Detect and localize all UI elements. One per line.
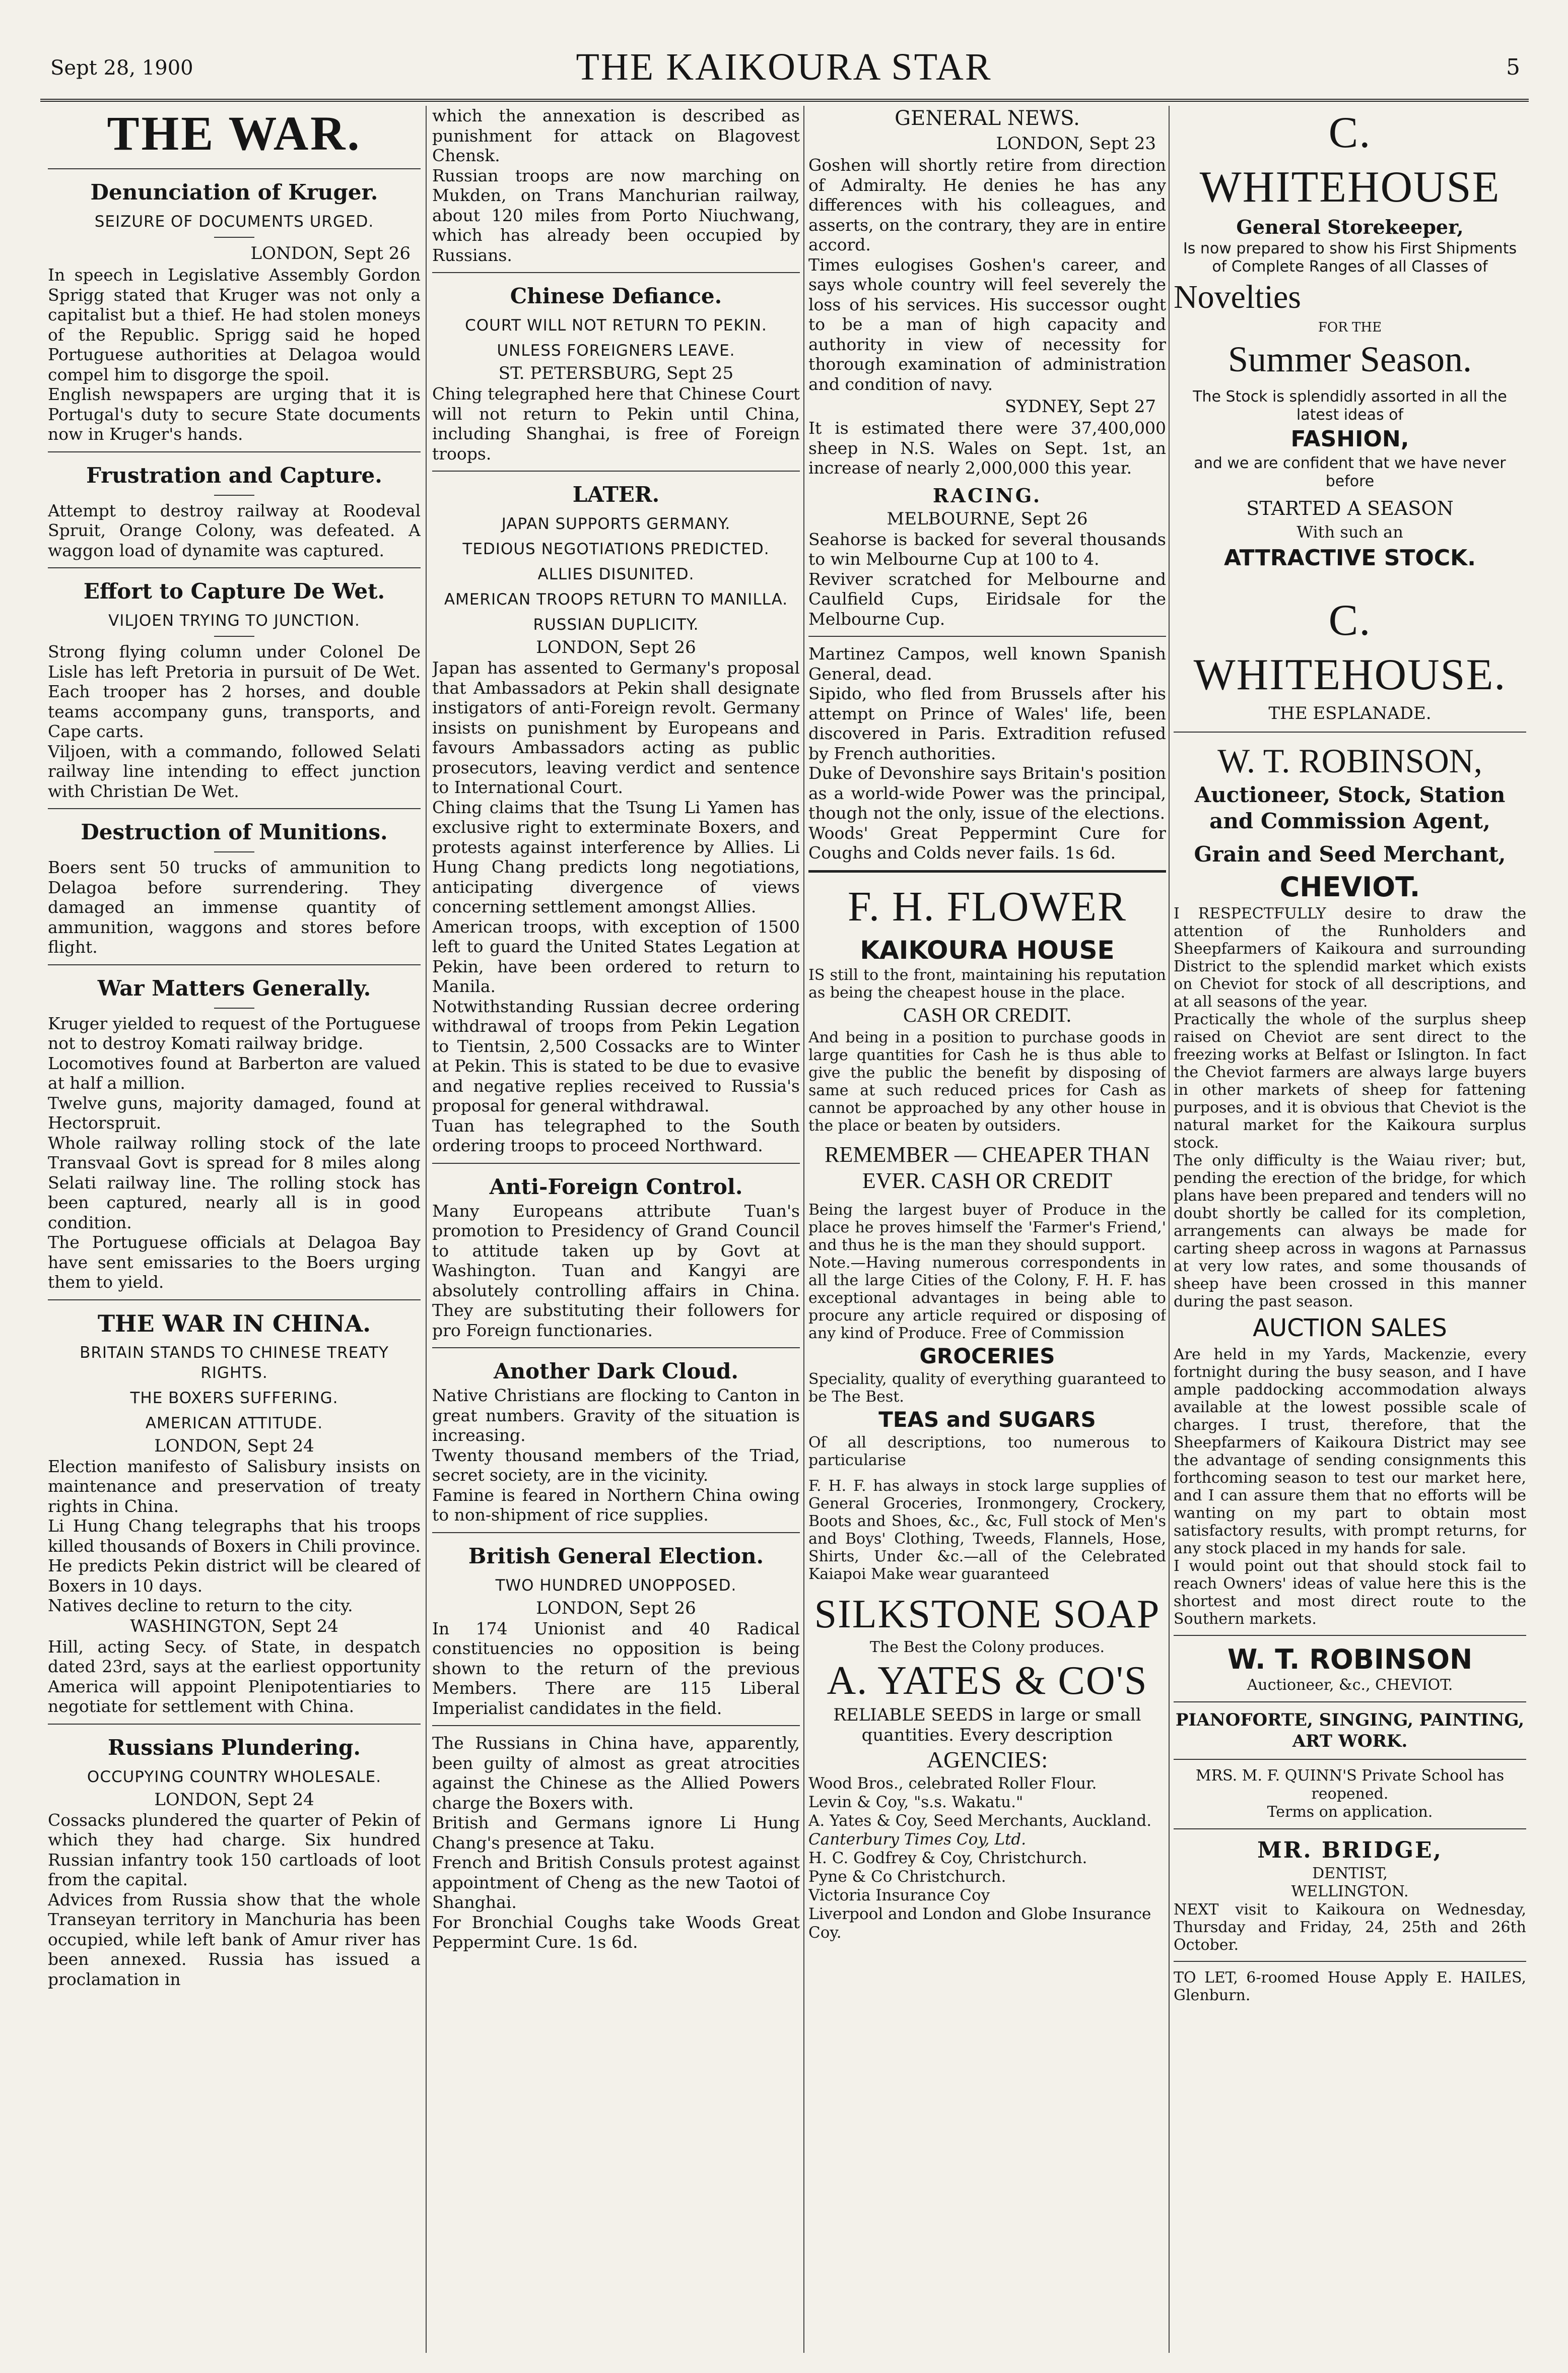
dateline: LONDON, Sept 26 bbox=[536, 1598, 696, 1618]
ad-paragraph: The Stock is splendidly assorted in all the latest ideas of bbox=[1193, 388, 1507, 424]
agency-item: H. C. Godfrey & Coy, Christchurch. bbox=[808, 1849, 1087, 1867]
article-heading: Anti-Foreign Control. bbox=[489, 1174, 743, 1199]
article-subheading: COURT WILL NOT RETURN TO PEKIN. bbox=[465, 316, 767, 335]
wellington-label: WELLINGTON. bbox=[1291, 1883, 1409, 1900]
ad-paragraph: F. H. F. has always in stock large supplies of General Groceries, Ironmongery, Crockery, Boots and Shoes, &c., &c, Full stock of Men's and Boys' Clothing, Tweeds, Flannels, Hose, Shirts, Under &c.—all of the Celebrated Kaiapoi Make wear guaranteed bbox=[808, 1477, 1166, 1583]
divider bbox=[48, 567, 421, 568]
paragraph: Twelve guns, majority damaged, found at Hectorspruit. bbox=[48, 1093, 421, 1133]
dateline: LONDON, Sept 26 bbox=[250, 243, 411, 263]
divider bbox=[214, 636, 254, 637]
article-heading: Effort to Capture De Wet. bbox=[83, 579, 385, 604]
paragraph: English newspapers are urging that it is Portugal's duty to secure State documents now in Kruger's hands. bbox=[48, 384, 421, 444]
column-1 bbox=[48, 106, 421, 2358]
divider bbox=[1174, 1635, 1526, 1636]
paragraph: Whole railway rolling stock of the late Transvaal Govt is spread for 8 miles along Selati railway line. The rolling stock has been captured, nearly all is in good condition. bbox=[48, 1133, 421, 1232]
article-subheading: RUSSIAN DUPLICITY. bbox=[533, 616, 699, 634]
robinson-banner: W. T. ROBINSON, bbox=[1217, 742, 1482, 780]
article-heading: GENERAL NEWS. bbox=[895, 107, 1080, 130]
paragraph: In 174 Unionist and 40 Radical constituencies no opposition is being shown to the return of the previous Members. There are 115 Liberal Imperialist candidates in the field. bbox=[432, 1618, 800, 1718]
column-4 bbox=[1174, 106, 1526, 2358]
with-such-label: With such an bbox=[1297, 522, 1403, 542]
paragraph: Locomotives found at Barberton are valued at half a million. bbox=[48, 1053, 421, 1093]
paragraph: Notwithstanding Russian decree ordering withdrawal of troops from Pekin Legation to Tientsin, 2,500 Cossacks are to Winter at Pekin. This is stated to be due to evasive and negative replies received to Russia's proposal for general withdrawal. bbox=[432, 996, 800, 1115]
article-heading: Russians Plundering. bbox=[107, 1735, 361, 1760]
quinn-ad: MRS. M. F. QUINN'S Private School has reopened. bbox=[1195, 1767, 1505, 1803]
paragraph: Goshen will shortly retire from direction of Admiralty. He denies he has any differences with his colleagues, and asserts, on the contrary, they are in entire accord. bbox=[808, 155, 1166, 254]
paragraph: Japan has assented to Germany's proposal that Ambassadors at Pekin shall designate instigators of anti-Foreign revolt. Germany insists on punishment by Europeans and favours Ambassadors acting as public prosecutors, leaving verdict and sentence to International Court. bbox=[432, 658, 800, 797]
paragraph: French and British Consuls protest against appointment of Cheng as the new Taotoi of Shanghai. bbox=[432, 1853, 800, 1912]
column-2 bbox=[432, 106, 800, 2358]
paragraph: Twenty thousand members of the Triad, secret society, are in the vicinity. bbox=[432, 1445, 800, 1485]
paragraph: Tuan has telegraphed to the South ordering troops to proceed Northward. bbox=[432, 1115, 800, 1155]
article-heading: Chinese Defiance. bbox=[510, 284, 722, 308]
article-heading: Frustration and Capture. bbox=[86, 463, 382, 488]
auctioneer-label: Auctioneer, Stock, Station and Commission Agent, bbox=[1194, 782, 1506, 833]
ad-paragraph: I would point out that should stock fail to reach Owners' ideas of value here this is the shortest and most direct route to the Southern markets. bbox=[1174, 1557, 1526, 1628]
divider bbox=[432, 1532, 800, 1533]
dateline: SYDNEY, Sept 27 bbox=[1004, 397, 1156, 417]
ad-paragraph: Speciality, quality of everything guaranteed to be The Best. bbox=[808, 1370, 1166, 1406]
paragraph: The Russians in China have, apparently, been guilty of almost as great atrocities against the Chinese as the Allied Powers charge the Boxers with. bbox=[432, 1733, 800, 1813]
column-rule bbox=[426, 106, 427, 2353]
paragraph: The Portuguese officials at Delagoa Bay have sent emissaries to the Boers urging them to yield. bbox=[48, 1232, 421, 1292]
quinn-terms: Terms on application. bbox=[1267, 1803, 1433, 1821]
dentist-label: DENTIST, bbox=[1312, 1865, 1388, 1882]
masthead bbox=[0, 39, 1568, 95]
divider bbox=[808, 636, 1166, 637]
divider bbox=[48, 808, 421, 809]
paragraph: which the annexation is described as punishment for attack on Blagovest Chensk. bbox=[432, 106, 800, 165]
ad-paragraph: NEXT visit to Kaikoura on Wednesday, Thursday and Friday, 24, 25th and 26th October. bbox=[1174, 1901, 1526, 1954]
paragraph: Ching telegraphed here that Chinese Court will not return to Pekin until China, including Shanghai, is free of Foreign troops. bbox=[432, 384, 800, 464]
article-subheading: AMERICAN ATTITUDE. bbox=[145, 1414, 323, 1432]
divider bbox=[48, 1299, 421, 1300]
article-subheading: ALLIES DISUNITED. bbox=[537, 565, 695, 583]
paragraph: Duke of Devonshire says Britain's position as a world-wide Power was the principal, though not the only, issue of the elections. bbox=[808, 763, 1166, 823]
dateline: LONDON, Sept 24 bbox=[154, 1435, 314, 1456]
article-subheading: UNLESS FOREIGNERS LEAVE. bbox=[497, 342, 735, 360]
agency-item: Wood Bros., celebrated Roller Flour. bbox=[808, 1774, 1097, 1793]
paragraph: Sipido, who fled from Brussels after his attempt on Prince of Wales' life, been discovered in Paris. Extradition refused by French authorities. bbox=[808, 684, 1166, 763]
whitehouse-name: C. WHITEHOUSE. bbox=[1193, 596, 1507, 699]
agency-item: Liverpool and London and Globe Insurance Coy. bbox=[808, 1904, 1151, 1942]
ad-paragraph: Is now prepared to show his First Shipments of Complete Ranges of all Classes of bbox=[1183, 240, 1517, 276]
article-heading: LATER. bbox=[572, 482, 660, 507]
article-subheading: TWO HUNDRED UNOPPOSED. bbox=[495, 1576, 737, 1595]
page-number: 5 bbox=[1506, 54, 1520, 80]
novelties-heading: Novelties bbox=[1174, 279, 1301, 315]
divider bbox=[432, 1163, 800, 1164]
divider bbox=[48, 451, 421, 452]
article-subheading: BRITAIN STANDS TO CHINESE TREATY RIGHTS. bbox=[80, 1343, 389, 1382]
paragraph: Reviver scratched for Melbourne and Caulfield Cups, Eiridsale for the Melbourne Cup. bbox=[808, 569, 1166, 629]
divider bbox=[214, 237, 254, 238]
whitehouse-name: C. WHITEHOUSE bbox=[1199, 108, 1501, 212]
silkstone-tagline: The Best the Colony produces. bbox=[869, 1638, 1105, 1656]
dateline: LONDON, Sept 23 bbox=[996, 134, 1156, 154]
kaikoura-house: KAIKOURA HOUSE bbox=[860, 935, 1115, 965]
paragraph: Boers sent 50 trucks of ammunition to Delagoa before surrendering. They damaged an immense quantity of ammunition, waggons and stores before flight. bbox=[48, 858, 421, 957]
paragraph: In speech in Legislative Assembly Gordon Sprigg stated that Kruger was not only a capitalist but a thief. He had stolen moneys of the Republic. Sprigg said he hoped Portuguese authorities at Delagoa would compel him to disgorge the spoil. bbox=[48, 265, 421, 384]
paragraph: Russian troops are now marching on Mukden, on Trans Manchurian railway, about 120 miles from Porto Niuchwang, which has already been occupied by Russians. bbox=[432, 165, 800, 265]
paragraph: Ching claims that the Tsung Li Yamen has exclusive right to exterminate Boxers, and protests against interference by Allies. Li Hung Chang predicts long negotiations, anticipating divergence of views concerning settlement amongst Allies. bbox=[432, 797, 800, 916]
paragraph: Advices from Russia show that the whole Transeyan territory in Manchuria has been occupied, while left bank of Amur river has been annexed. Russia has issued a proclamation in bbox=[48, 1889, 421, 1989]
divider bbox=[214, 1008, 254, 1009]
article-heading: War Matters Generally. bbox=[97, 975, 371, 1001]
grain-label: Grain and Seed Merchant, bbox=[1194, 842, 1506, 867]
yates-seeds: RELIABLE SEEDS in large or small quantities. Every description bbox=[833, 1704, 1141, 1745]
groceries-heading: GROCERIES bbox=[919, 1343, 1055, 1368]
paragraph: For Bronchial Coughs take Woods Great Peppermint Cure. 1s 6d. bbox=[432, 1912, 800, 1952]
cash-or-credit: CASH OR CREDIT. bbox=[903, 1003, 1071, 1026]
column-rule bbox=[803, 106, 804, 2353]
bridge-name: MR. BRIDGE, bbox=[1257, 1837, 1443, 1863]
ad-paragraph: Are held in my Yards, Mackenzie, every fortnight during the busy season, and I have ample paddocking accommodation always available at the lowest possible scale of charges. I trust, therefore, that the Sheepfarmers of Kaikoura District may see the advantage of sending consignments this forthcoming season to test our market here, and I can assure them that no efforts will be wanting on my part to obtain most satisfactory results, with prompt returns, for any stock placed in my hands for sale. bbox=[1174, 1346, 1526, 1557]
paragraph: Viljoen, with a commando, followed Selati railway line intending to effect junction with Christian De Wet. bbox=[48, 741, 421, 801]
to-let-ad: TO LET, 6-roomed House Apply E. HAILES, Glenburn. bbox=[1174, 1969, 1526, 2004]
dateline: LONDON, Sept 26 bbox=[536, 637, 696, 657]
fashion-heading: FASHION, bbox=[1290, 426, 1409, 452]
for-the-label: FOR THE bbox=[1318, 320, 1382, 335]
dateline: LONDON, Sept 24 bbox=[154, 1789, 314, 1810]
article-subheading: JAPAN SUPPORTS GERMANY. bbox=[501, 515, 731, 533]
divider bbox=[1174, 1759, 1526, 1760]
paragraph: Famine is feared in Northern China owing to non-shipment of rice supplies. bbox=[432, 1485, 800, 1525]
column-3 bbox=[808, 106, 1166, 2358]
attractive-stock: ATTRACTIVE STOCK. bbox=[1224, 545, 1476, 571]
article-subheading: THE BOXERS SUFFERING. bbox=[130, 1389, 338, 1407]
agency-item: A. Yates & Coy, Seed Merchants, Auckland. bbox=[808, 1811, 1152, 1830]
article-heading: Destruction of Munitions. bbox=[81, 820, 388, 844]
ad-paragraph: IS still to the front, maintaining his reputation as being the cheapest house in the place. bbox=[808, 966, 1166, 1002]
divider bbox=[1174, 1828, 1526, 1829]
dateline: MELBOURNE, Sept 26 bbox=[887, 508, 1088, 529]
divider bbox=[432, 1725, 800, 1726]
racing-heading: RACING. bbox=[932, 484, 1042, 507]
paragraph: Attempt to destroy railway at Roodeval Spruit, Orange Colony, was defeated. A waggon load of dynamite was captured. bbox=[48, 500, 421, 560]
silkstone-soap: SILKSTONE SOAP bbox=[814, 1592, 1161, 1636]
divider bbox=[214, 495, 254, 496]
paragraph: Li Hung Chang telegraphs that his troops killed thousands of Boxers in Chili province. He predicts Pekin district will be cleared of Boxers in 10 days. bbox=[48, 1516, 421, 1596]
paragraph: Cossacks plundered the quarter of Pekin of which they had charge. Six hundred Russian infantry took 150 cartloads of loot from the capital. bbox=[48, 1810, 421, 1889]
paragraph: Kruger yielded to request of the Portuguese not to destroy Komati railway bridge. bbox=[48, 1013, 421, 1053]
robinson-signature: W. T. ROBINSON bbox=[1227, 1643, 1473, 1675]
paragraph: Many Europeans attribute Tuan's promotion to Presidency of Grand Council to attitude taken up by Govt at Washington. Tuan and Kangyi are absolutely controlling affairs in China. They are substituting their followers for pro Foreign functionaries. bbox=[432, 1201, 800, 1340]
paragraph: Natives decline to return to the city. bbox=[48, 1596, 353, 1615]
esplanade-label: THE ESPLANADE. bbox=[1268, 703, 1431, 723]
divider bbox=[48, 1724, 421, 1725]
agency-item: Levin & Coy, "s.s. Wakatu." bbox=[808, 1793, 1024, 1811]
ad-paragraph: and we are confident that we have never before bbox=[1194, 454, 1506, 490]
agencies-heading: AGENCIES: bbox=[926, 1746, 1048, 1772]
article-subheading: AMERICAN TROOPS RETURN TO MANILLA. bbox=[444, 590, 788, 609]
divider bbox=[1174, 1961, 1526, 1962]
ad-paragraph: The only difficulty is the Waiau river; but, pending the erection of the bridge, for which plans have been prepared and tenders will no doubt shortly be called for its completion, arrangements can always be made for carting sheep across in wagons at Parnassus at very low rates, and some thousands of sheep have been crossed in this manner during the past season. bbox=[1174, 1152, 1526, 1310]
divider bbox=[1174, 1701, 1526, 1702]
agency-item: Victoria Insurance Coy bbox=[808, 1886, 990, 1904]
article-heading: British General Election. bbox=[468, 1543, 764, 1568]
paragraph: Times eulogises Goshen's career, and says whole country will feel severely the loss of his services. His successor ought to be a man of high capacity and authority in view of necessity for thorough examination of administration and condition of navy. bbox=[808, 254, 1166, 394]
paragraph: Martinez Campos, well known Spanish General, dead. bbox=[808, 644, 1166, 684]
issue-date: Sept 28, 1900 bbox=[50, 56, 193, 80]
article-subheading: SEIZURE OF DOCUMENTS URGED. bbox=[94, 213, 374, 231]
ad-paragraph: Note.—Having numerous correspondents in all the large Cities of the Colony, F. H. F. has exceptional advantages in being able to procure any article required or disposing of any kind of Produce. Free of Commission bbox=[808, 1254, 1166, 1342]
war-title: THE WAR. bbox=[107, 106, 362, 160]
divider bbox=[432, 1347, 800, 1348]
ad-paragraph: I RESPECTFULLY desire to draw the attention of the Runholders and Sheepfarmers of Kaikoura and surrounding District to the splendid market which exists on Cheviot for stock of all descriptions, and at all seasons of the year. bbox=[1174, 905, 1526, 1011]
column-rule bbox=[1169, 106, 1170, 2353]
divider bbox=[48, 168, 421, 169]
ad-paragraph: Being the largest buyer of Produce in the place he proves himself the 'Farmer's Friend,' and thus he is the man they should support. bbox=[808, 1201, 1166, 1254]
paragraph: Strong flying column under Colonel De Lisle has left Pretoria in pursuit of De Wet. Each trooper has 2 horses, and double teams accompany guns, transports, and Cape carts. bbox=[48, 642, 421, 741]
newspaper-title: THE KAIKOURA STAR bbox=[576, 46, 992, 88]
flower-ad-name: F. H. FLOWER bbox=[848, 883, 1127, 930]
paragraph: Election manifesto of Salisbury insists on maintenance and preservation of treaty rights in China. bbox=[48, 1456, 421, 1516]
divider bbox=[432, 272, 800, 273]
article-heading: Denunciation of Kruger. bbox=[90, 180, 378, 205]
ad-paragraph: Practically the whole of the surplus sheep raised on Cheviot are sent direct to the freezing works at Belfast or Islington. In fact the Cheviot farmers are always large buyers in other markets of sheep for fattening purposes, and it is obvious that Cheviot is the natural market for the Kaikoura surplus stock. bbox=[1174, 1011, 1526, 1152]
masthead-rule bbox=[40, 99, 1529, 102]
auction-sales-heading: AUCTION SALES bbox=[1253, 1314, 1447, 1342]
paragraph: Woods' Great Peppermint Cure for Coughs and Colds never fails. 1s 6d. bbox=[808, 823, 1166, 863]
started-label: STARTED A SEASON bbox=[1246, 497, 1454, 519]
yates-name: A. YATES & CO'S bbox=[827, 1658, 1148, 1703]
divider bbox=[1174, 732, 1526, 733]
paragraph: Native Christians are flocking to Canton in great numbers. Gravity of the situation is increasing. bbox=[432, 1386, 800, 1445]
ad-paragraph: And being in a position to purchase goods in large quantities for Cash he is thus able to give the public the benefit by disposing of same at such reduced prices for Cash as cannot be approached by any other house in the place or beaten by outsiders. bbox=[808, 1028, 1166, 1135]
summer-season-heading: Summer Season. bbox=[1228, 339, 1472, 379]
dateline: WASHINGTON, Sept 24 bbox=[130, 1616, 338, 1636]
divider bbox=[808, 870, 1166, 873]
paragraph: American troops, with exception of 1500 left to guard the United States Legation at Pekin, have been ordered to return to Manila. bbox=[432, 916, 800, 996]
article-subheading: OCCUPYING COUNTRY WHOLESALE. bbox=[87, 1767, 382, 1786]
teas-heading: TEAS and SUGARS bbox=[878, 1407, 1096, 1432]
robinson-subtitle: Auctioneer, &c., CHEVIOT. bbox=[1247, 1676, 1453, 1694]
paragraph: It is estimated there were 37,400,000 sheep in N.S. Wales on Sept. 1st, an increase of nearly 2,000,000 this year. bbox=[808, 418, 1166, 478]
divider bbox=[48, 964, 421, 965]
article-heading: Another Dark Cloud. bbox=[494, 1359, 738, 1383]
article-heading: THE WAR IN CHINA. bbox=[97, 1309, 371, 1337]
paragraph: Seahorse is backed for several thousands to win Melbourne Cup at 100 to 4. bbox=[808, 529, 1166, 569]
article-subheading: VILJOEN TRYING TO JUNCTION. bbox=[108, 612, 360, 630]
agency-item: Canterbury Times Coy, Ltd. bbox=[808, 1830, 1027, 1849]
paragraph: Hill, acting Secy. of State, in despatch dated 23rd, says at the earliest opportunity America will appoint Plenipotentiaries to negotiate for settlement with China. bbox=[48, 1636, 421, 1716]
cheviot-heading: CHEVIOT. bbox=[1279, 871, 1420, 903]
piano-ad: PIANOFORTE, SINGING, PAINTING, ART WORK. bbox=[1175, 1710, 1525, 1751]
divider bbox=[214, 851, 254, 852]
agency-item: Pyne & Co Christchurch. bbox=[808, 1867, 1006, 1886]
ad-paragraph: Of all descriptions, too numerous to particularise bbox=[808, 1433, 1166, 1469]
article-subheading: TEDIOUS NEGOTIATIONS PREDICTED. bbox=[462, 540, 770, 558]
storekeeper-label: General Storekeeper, bbox=[1236, 216, 1464, 238]
paragraph: British and Germans ignore Li Hung Chang's presence at Taku. bbox=[432, 1813, 800, 1853]
remember-line: REMEMBER — CHEAPER THAN EVER. CASH OR CREDIT bbox=[825, 1142, 1150, 1193]
divider bbox=[432, 471, 800, 472]
dateline: ST. PETERSBURG, Sept 25 bbox=[498, 363, 734, 383]
